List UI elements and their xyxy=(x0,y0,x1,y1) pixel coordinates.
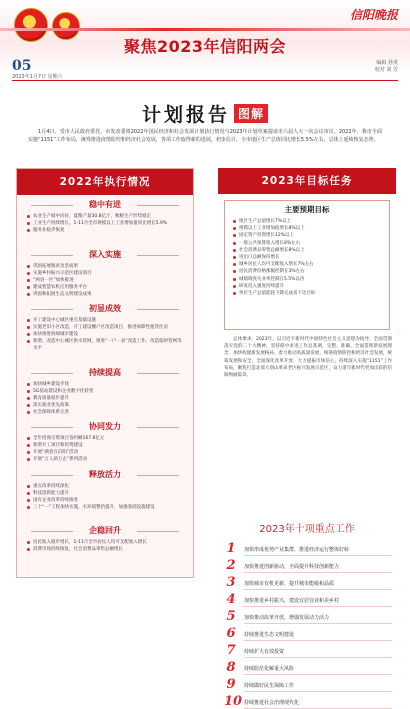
section-title: 初显成效 xyxy=(21,303,189,315)
list-item: 全年招商引资项目签约额167.8亿元 xyxy=(27,435,185,442)
page-header xyxy=(0,0,410,80)
task-text: 加快形成优势产业集群，推进经济运行整体好转 xyxy=(244,546,350,553)
task-text: 持续推进生态文明建设 xyxy=(244,631,295,638)
task-item xyxy=(224,661,392,675)
list-item: 服务业稳步恢复 xyxy=(27,227,185,234)
list-item: 实施老旧小区改造，开工建设棚户区改造项目，推进保障性租赁住房 xyxy=(27,324,185,331)
list-item: 工业生产持续增长，1-11月全市规模以上工业增加值同比增长5.9% xyxy=(27,220,185,227)
section-title: 企稳回升 xyxy=(21,525,189,537)
execution-panel-heading: 2022年执行情况 xyxy=(17,169,193,195)
newspaper-brand: 信阳晚报 xyxy=(349,8,398,22)
task-number: 8 xyxy=(226,660,236,675)
target-item: 进出口总额保持增长 xyxy=(233,254,383,261)
list-item: 巩固拓展脱贫攻坚成果 xyxy=(27,263,185,270)
list-item: 重点改革持续深化 xyxy=(27,483,185,490)
list-item: 落实就业优先政策 xyxy=(27,402,185,409)
task-number: 7 xyxy=(226,643,236,658)
task-number: 6 xyxy=(226,626,236,641)
list-item: 加快推进海绵城市建设 xyxy=(27,331,185,338)
divider xyxy=(244,623,392,624)
section-continuous-improvement xyxy=(21,367,189,416)
section-title: 协同发力 xyxy=(21,421,189,433)
task-item xyxy=(224,627,392,641)
task-item xyxy=(224,695,392,709)
task-number: 1 xyxy=(226,541,236,556)
list-item: 新增开工项目和投资建设 xyxy=(27,442,185,449)
target-item: 单位生产总值能耗下降完成省下达目标 xyxy=(233,290,383,297)
task-item xyxy=(224,593,392,607)
list-item: 建成智慧农机应用服务平台 xyxy=(27,284,185,291)
page-number: 05 xyxy=(12,58,32,74)
list-item: 实施乡村振兴示范区建设项目 xyxy=(27,270,185,277)
section-title: 释放活力 xyxy=(21,469,189,481)
targets-panel xyxy=(218,168,396,709)
task-text: 加快城市有机更新，提升城市能级和品质 xyxy=(244,580,335,587)
target-item: 居民消费价格涨幅控制在3%左右 xyxy=(233,268,383,275)
task-number: 10 xyxy=(224,694,243,709)
list-item: 居民收入稳步增长，1-11月全市居民人均可支配收入增长 xyxy=(27,539,185,546)
task-number: 5 xyxy=(226,609,236,624)
list-item: 开工建设中心城区重点基础设施 xyxy=(27,317,185,324)
list-item: 科技创新能力提升 xyxy=(27,490,185,497)
task-number: 3 xyxy=(226,575,236,590)
graphic-tag: 图解 xyxy=(234,104,268,123)
header-divider xyxy=(12,80,398,81)
task-item xyxy=(224,678,392,692)
divider xyxy=(244,691,392,692)
intro-paragraph: 1月4日，受市人民政府委托，市发改委将2022年国民经济和社会发展计划执行情况与2023年计划草案提请市六届人大一次会议审议。2022年，我市全面实施“1151”工作布局，统筹推进疫情防控和经济社会发展，各项工作取得新的进展，初步估计，全市地区生产总值同比增长5.5%左右，总体上延续恢复态势。 xyxy=(28,129,382,143)
task-text: 持续推进社会治理现代化 xyxy=(244,699,300,706)
list-item: “两县一区”加快推进 xyxy=(27,277,185,284)
target-item: 研发投入强度持续提升 xyxy=(233,283,383,290)
section-title: 稳中有进 xyxy=(21,199,189,211)
task-item xyxy=(224,576,392,590)
task-number: 4 xyxy=(226,592,236,607)
list-item: 加快城乡建设步伐 xyxy=(27,381,185,388)
divider xyxy=(244,555,392,556)
task-item xyxy=(224,644,392,658)
list-item: 国有企业改革持续推进 xyxy=(27,497,185,504)
targets-panel-heading: 2023年目标任务 xyxy=(218,168,396,194)
divider xyxy=(244,572,392,573)
divider xyxy=(244,606,392,607)
proofreader-line: 校对 刘 芳 xyxy=(374,67,398,73)
section-steady-progress xyxy=(21,199,189,234)
task-text: 加快推进创新驱动，全面提升科技创新能力 xyxy=(244,563,340,570)
header-ribbon xyxy=(0,28,410,31)
section-released-vitality xyxy=(21,469,189,511)
target-item: 规模以上工业增加值增长8%以上 xyxy=(233,225,383,232)
target-item: 一般公共预算收入增长8%左右 xyxy=(233,240,383,247)
task-text: 加快推进乡村振兴，建设宜居宜业和美乡村 xyxy=(244,597,340,604)
task-item xyxy=(224,542,392,556)
divider xyxy=(244,589,392,590)
target-item: 城镇调查失业率控制在5.5%以内 xyxy=(233,276,383,283)
list-item: 三个“一”工程加快实施，水环境整治提升，加强基础设施建设 xyxy=(27,504,185,511)
execution-panel xyxy=(16,168,194,578)
target-item: 固定资产投资增长12%以上 xyxy=(233,232,383,239)
divider xyxy=(244,674,392,675)
main-title xyxy=(0,100,410,127)
section-title: 持续提高 xyxy=(21,367,189,379)
list-item: 巩固和拓展生态文明建设成果 xyxy=(27,291,185,298)
section-title: 深入实施 xyxy=(21,249,189,261)
task-item xyxy=(224,610,392,624)
task-text: 加快推动改革开放，增强发展动力活力 xyxy=(244,614,330,621)
target-item: 城乡居民人均可支配收入增长7%左右 xyxy=(233,261,383,268)
editor-credits xyxy=(375,60,398,74)
key-tasks-heading: 2023年十项重点工作 xyxy=(259,524,355,535)
divider xyxy=(244,640,392,641)
expected-targets-box xyxy=(224,200,390,330)
task-number: 2 xyxy=(226,558,236,573)
section-implementation xyxy=(21,249,189,298)
list-item: 农业生产稳中向好，夏粮产量30.8亿斤，秋粮生产形势稳定 xyxy=(27,213,185,220)
task-number: 9 xyxy=(226,677,236,692)
task-item xyxy=(224,559,392,573)
task-text: 持续扩大有效投资 xyxy=(244,648,285,655)
editor-line: 编辑 孙英 xyxy=(376,60,398,66)
list-item: 消费市场持续恢复，社会消费品零售总额增长 xyxy=(27,546,185,553)
section-stabilized-recovery xyxy=(21,525,189,553)
divider xyxy=(244,657,392,658)
target-item: 地区生产总值增长7%以上 xyxy=(233,218,383,225)
section-initial-results xyxy=(21,303,189,352)
list-item: 新增、改造中心城区供水管网，推进“一户一表”改造工作，改造临时管网等水平 xyxy=(27,338,185,352)
box-title: 主要预期目标 xyxy=(284,205,330,214)
list-item: 教育质量稳步提升 xyxy=(27,395,185,402)
date-line: 2023年1月7日 星期六 xyxy=(12,74,63,80)
main-title-text: 计划报告 xyxy=(141,104,230,126)
list-item: 5G基站建设和企业数字化转型 xyxy=(27,388,185,395)
list-item: 开展“满意在信阳”活动 xyxy=(27,449,185,456)
target-item: 社会消费品零售总额增长8%以上 xyxy=(233,247,383,254)
list-item: 社会保障体系完善 xyxy=(27,409,185,416)
task-text: 持续防范化解重大风险 xyxy=(244,665,295,672)
section-title: 聚焦2023年信阳两会 xyxy=(123,37,287,56)
section-coordinated-effort xyxy=(21,421,189,463)
task-text: 持续做好民生保障工作 xyxy=(244,682,295,689)
general-requirements-paragraph: 总体要求：2023年，以习近平新时代中国特色社会主义思想为指导，全面贯彻落实党的二十大精神，坚持稳中求进工作总基调，完整、准确、全面贯彻新发展理念，加快构建新发展格局，着力推动高质量发展，统筹疫情防控和经济社会发展，统筹发展和安全，全面深化改革开放，大力提振市场信心，持续深入实施“1151”工作布局，聚焦打造北部大别山革命老区振兴发展示范区，奋力谱写新时代更加出彩的信阳绚丽篇章。 xyxy=(224,337,392,379)
list-item: 开展“万人助万企”系列活动 xyxy=(27,456,185,463)
